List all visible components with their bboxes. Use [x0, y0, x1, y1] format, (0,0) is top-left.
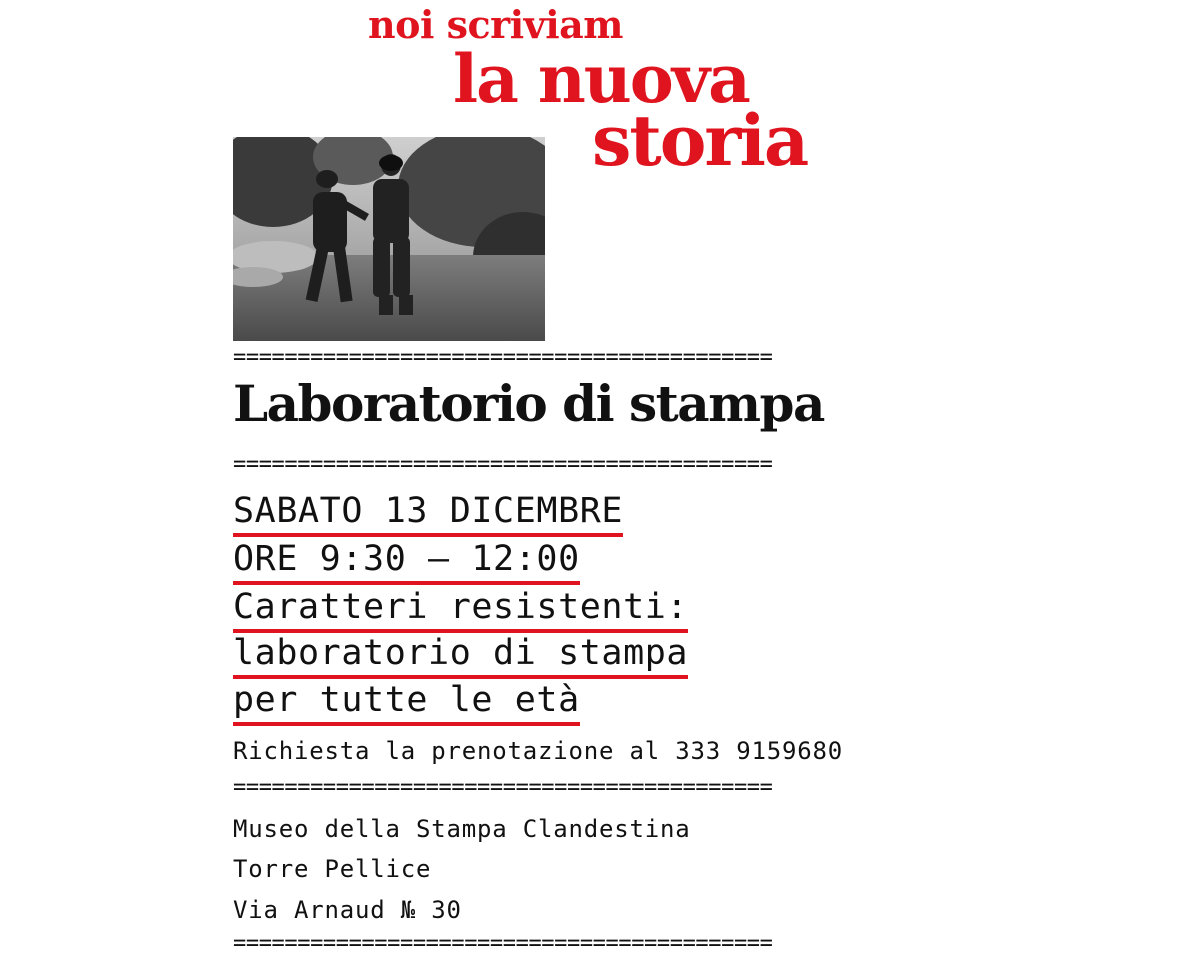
- venue-city: Torre Pellice: [233, 855, 432, 883]
- event-time-text: ORE 9:30 — 12:00: [233, 542, 580, 585]
- divider-rule: ==========================================: [233, 350, 773, 366]
- page-title: Laboratorio di stampa: [233, 374, 824, 433]
- divider-rule: ==========================================: [233, 936, 773, 952]
- event-date: [233, 491, 624, 537]
- booking-info: Richiesta la prenotazione al 333 9159680: [233, 737, 843, 765]
- divider-rule: ==========================================: [233, 780, 773, 796]
- event-description-text-3: per tutte le età: [233, 683, 580, 726]
- event-time: [233, 539, 580, 585]
- venue-name: Museo della Stampa Clandestina: [233, 815, 691, 843]
- headline-line-1: noi scriviam: [368, 2, 623, 47]
- historical-photo: [233, 137, 545, 341]
- headline-line-3: storia: [592, 99, 808, 182]
- event-description-text-1: Caratteri resistenti:: [233, 590, 688, 633]
- event-description-line-3: [233, 680, 580, 726]
- venue-address: Via Arnaud № 30: [233, 896, 462, 924]
- event-description-text-2: laboratorio di stampa: [233, 636, 688, 679]
- event-description-line-1: [233, 587, 689, 633]
- event-description-line-2: [233, 633, 689, 679]
- headline-line-2: la nuova: [453, 40, 749, 118]
- divider-rule: ==========================================: [233, 457, 773, 473]
- event-date-text: SABATO 13 DICEMBRE: [233, 494, 623, 537]
